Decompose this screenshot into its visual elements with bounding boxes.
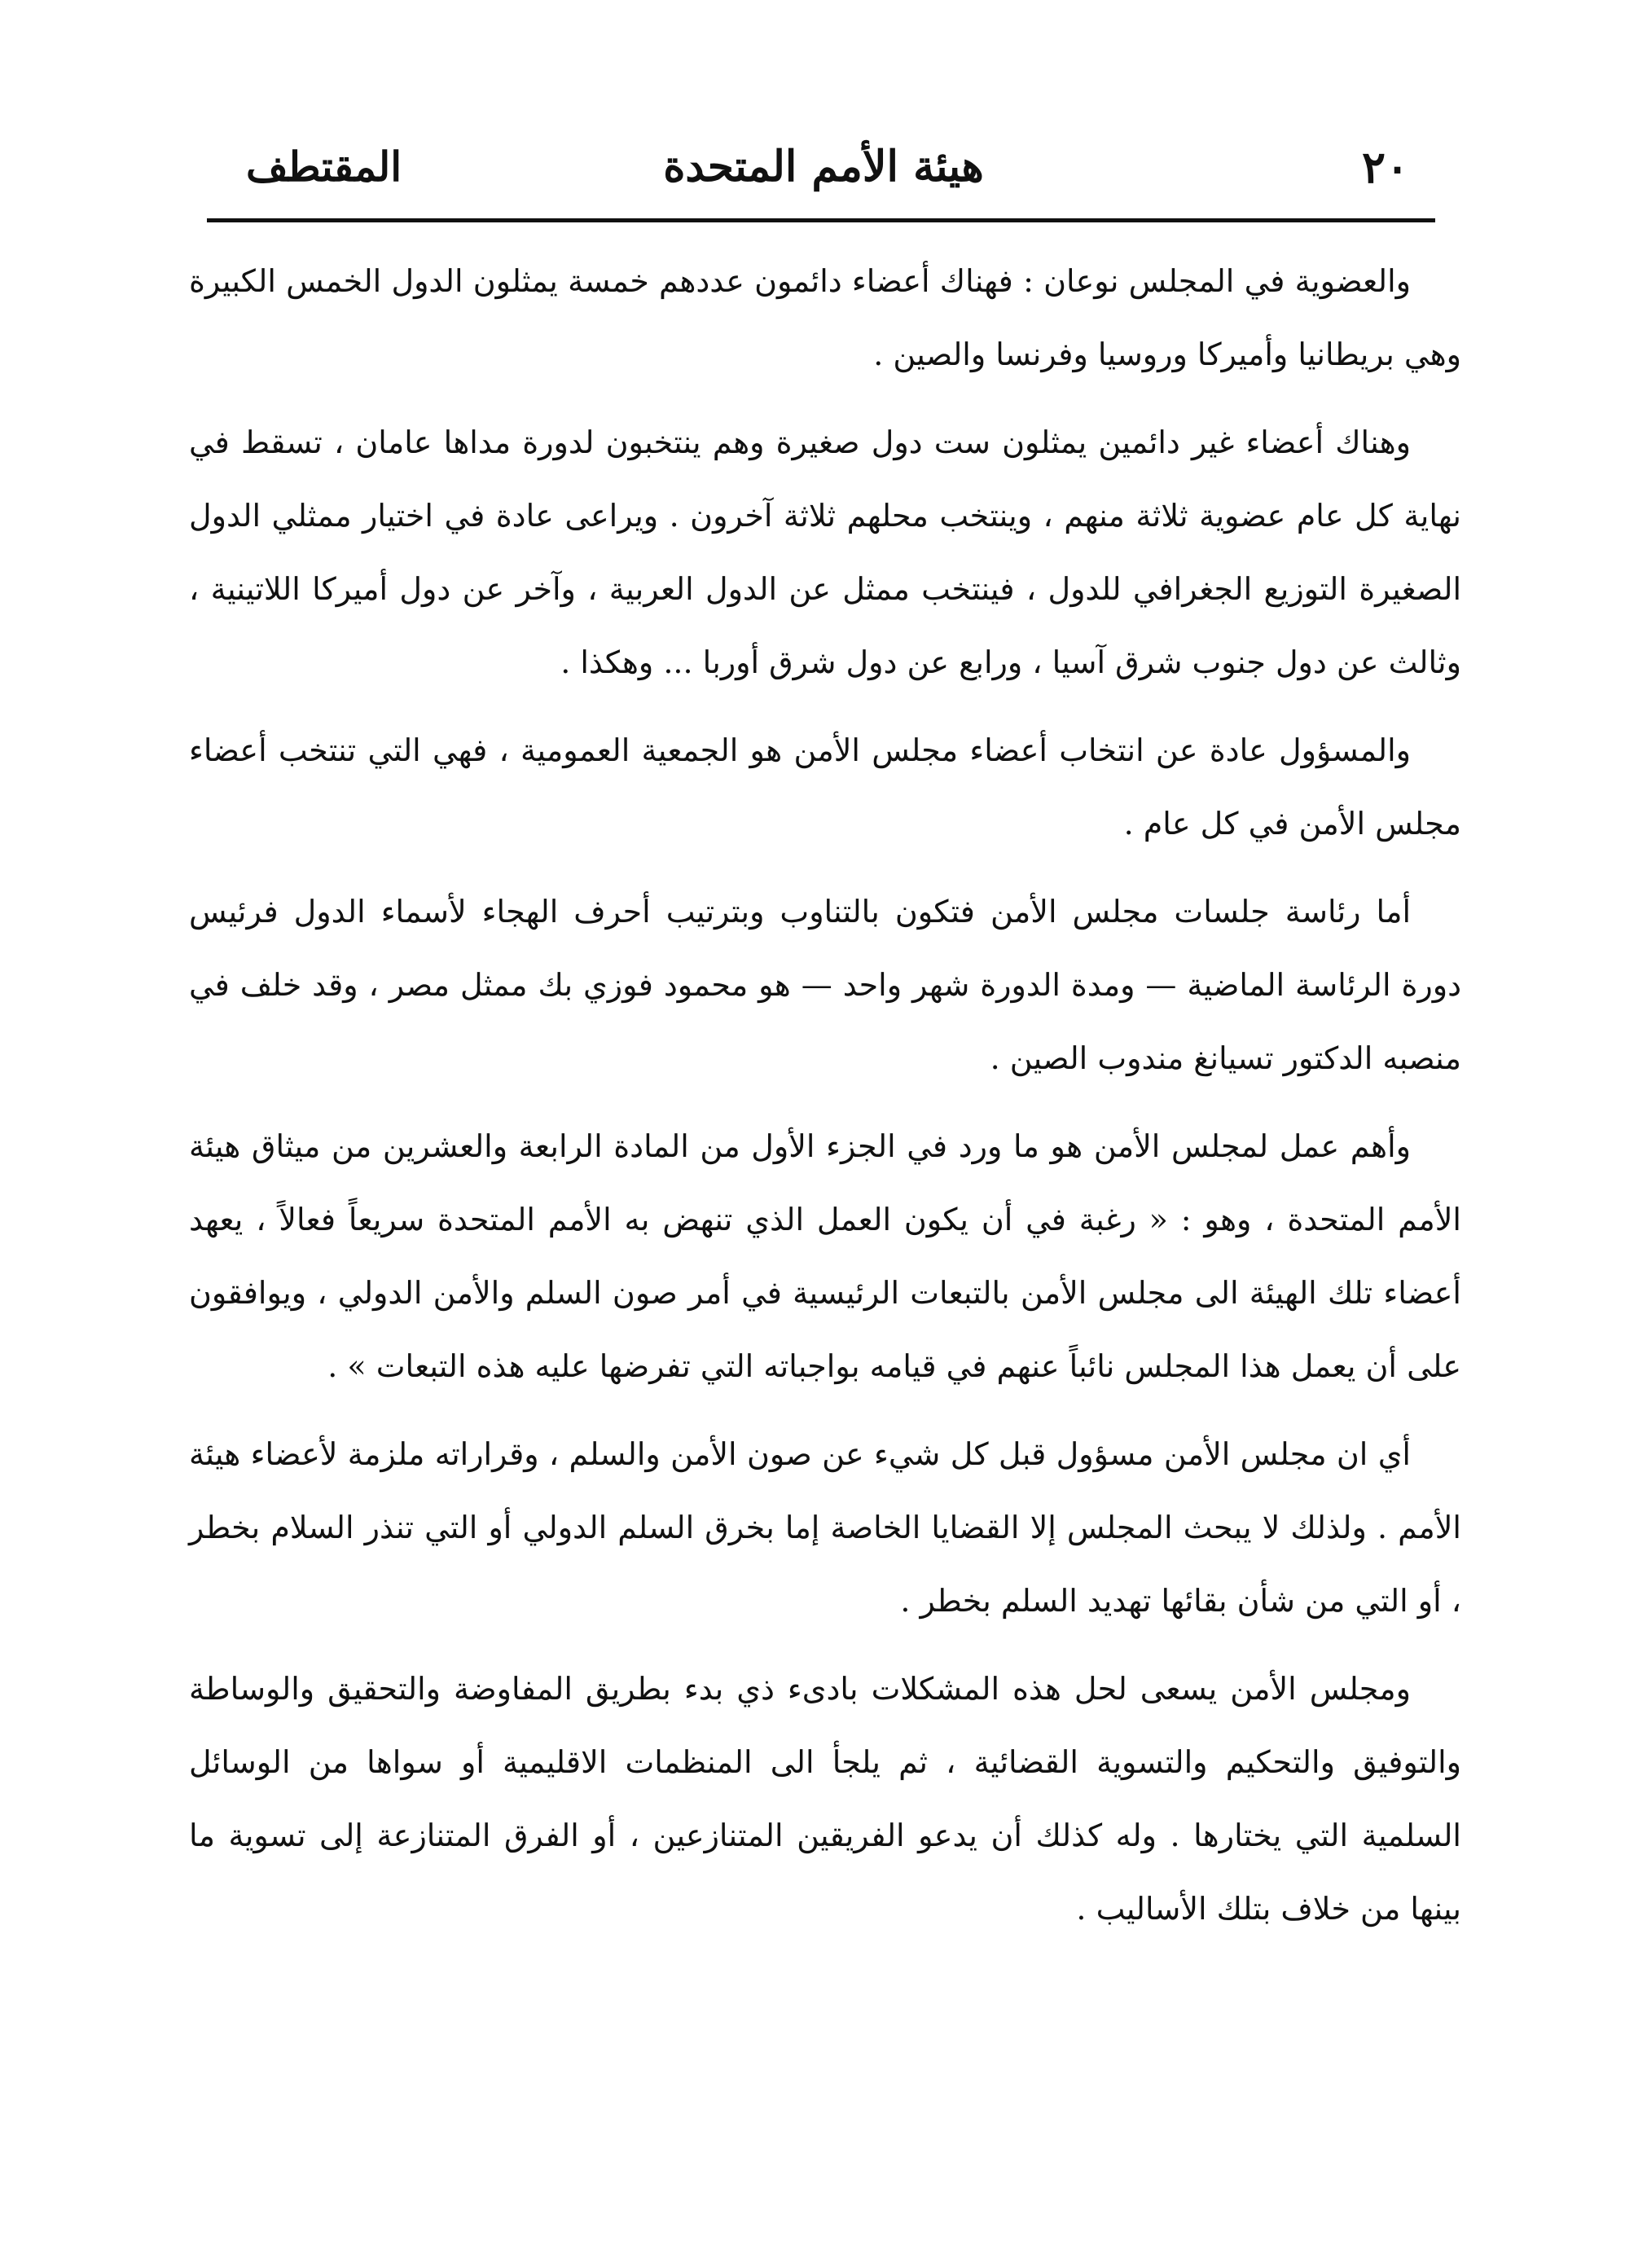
page-number: ٢٠	[1361, 141, 1409, 193]
paragraph: والمسؤول عادة عن انتخاب أعضاء مجلس الأمن هو الجمعية العمومية ، فهي التي تنتخب أعضاء مجلس الأمن في كل عام .	[189, 732, 1461, 842]
paragraph: وأهم عمل لمجلس الأمن هو ما ورد في الجزء الأول من المادة الرابعة والعشرين من ميثاق هيئة الأمم المتحدة ، وهو : « رغبة في أن يكون العمل الذي تنهض به الأمم المتحدة سريعاً فعالاً ، يعهد أعضاء تلك الهيئة الى مجلس الأمن بالتبعات الرئيسية في أمر صون السلم والأمن الدولي ، ويوافقون على أن يعمل هذا المجلس نائباً عنهم في قيامه بواجباته التي تفرضها عليه هذه التبعات » .	[189, 1128, 1461, 1384]
book-title: هيئة الأمم المتحدة	[663, 142, 984, 191]
body-text	[189, 244, 1461, 1960]
paragraph: ومجلس الأمن يسعى لحل هذه المشكلات بادىء ذي بدء بطريق المفاوضة والتحقيق والوساطة والتوفيق والتحكيم والتسوية القضائية ، ثم يلجأ الى المنظمات الاقليمية أو سواها من الوسائل السلمية التي يختارها . وله كذلك أن يدعو الفريقين المتنازعين ، أو الفرق المتنازعة إلى تسوية ما بينها من خلاف بتلك الأساليب .	[189, 1671, 1461, 1927]
journal-name: المقتطف	[246, 143, 402, 191]
paragraph: أي ان مجلس الأمن مسؤول قبل كل شيء عن صون الأمن والسلم ، وقراراته ملزمة لأعضاء هيئة الأمم . ولذلك لا يبحث المجلس إلا القضايا الخاصة إما بخرق السلم الدولي أو التي تنذر السلام بخطر ، أو التي من شأن بقائها تهديد السلم بخطر .	[189, 1436, 1461, 1619]
paragraph: والعضوية في المجلس نوعان : فهناك أعضاء دائمون عددهم خمسة يمثلون الدول الخمس الكبيرة وهي بريطانيا وأميركا وروسيا وفرنسا والصين .	[189, 263, 1461, 372]
paragraph: أما رئاسة جلسات مجلس الأمن فتكون بالتناوب وبترتيب أحرف الهجاء لأسماء الدول فرئيس دورة الرئاسة الماضية — ومدة الدورة شهر واحد — هو محمود فوزي بك ممثل مصر ، وقد خلف في منصبه الدكتور تسيانغ مندوب الصين .	[189, 894, 1461, 1076]
header-rule	[207, 218, 1435, 222]
paragraph: وهناك أعضاء غير دائمين يمثلون ست دول صغيرة وهم ينتخبون لدورة مداها عامان ، تسقط في نهاية كل عام عضوية ثلاثة منهم ، وينتخب محلهم ثلاثة آخرون . ويراعى عادة في اختيار ممثلي الدول الصغيرة التوزيع الجغرافي للدول ، فينتخب ممثل عن الدول العربية ، وآخر عن دول أميركا اللاتينية ، وثالث عن دول جنوب شرق آسيا ، ورابع عن دول شرق أوربا ... وهكذا .	[189, 424, 1461, 680]
running-header	[195, 138, 1452, 196]
